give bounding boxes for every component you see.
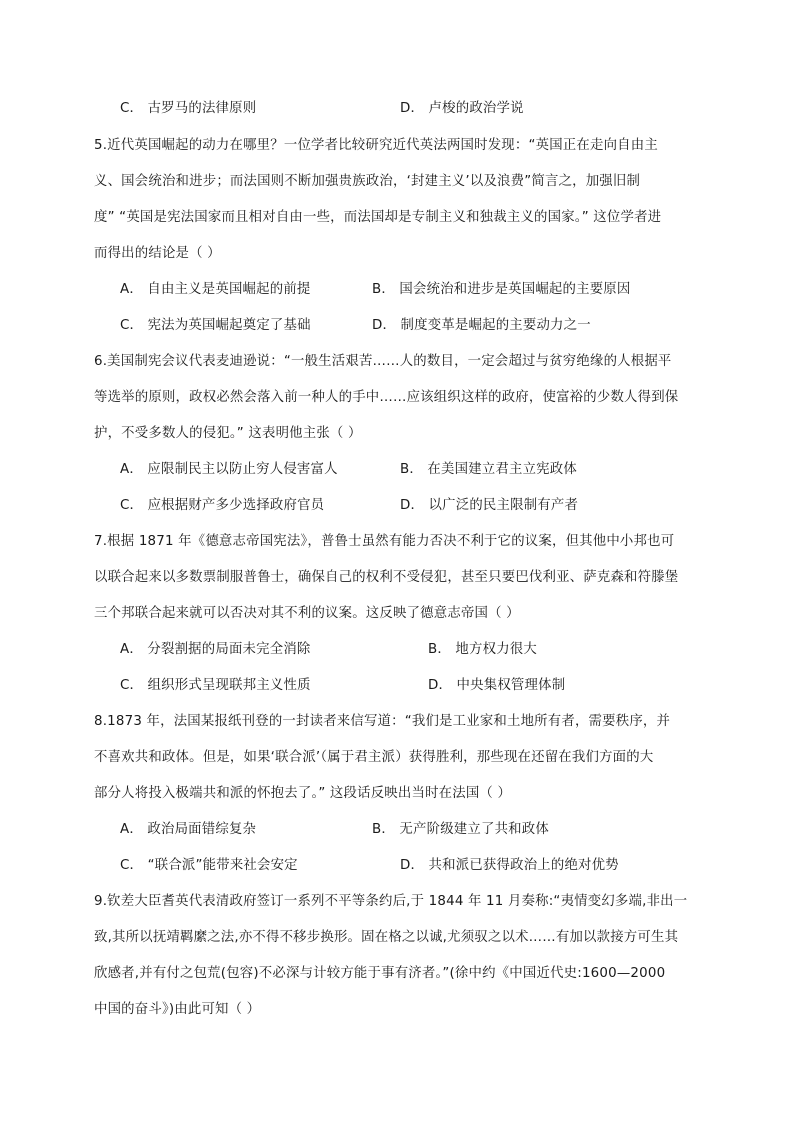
q6-stem-line-2: 等选举的原则，政权必然会落入前一种人的手中……应该组织这样的政府，使富裕的少数人得到保 xyxy=(94,390,679,405)
q8-stem-line-2: 不喜欢共和政体。但是，如果‘联合派’（属于君主派）获得胜利，那些现在还留在我们方面的大 xyxy=(94,750,654,765)
q8-stem-line-1: 8.1873 年，法国某报纸刊登的一封读者来信写道：“我们是工业家和土地所有者，需要秩序，并 xyxy=(94,714,671,729)
q9-stem-line-2: 致,其所以抚靖羁縻之法,亦不得不移步换形。固在格之以诚,尤须驭之以术……有加以款接方可生其 xyxy=(94,930,679,945)
q5-stem-line-2: 义、国会统治和进步；而法国则不断加强贵族政治，‘封建主义’以及浪费”简言之，加强旧制 xyxy=(94,174,641,189)
q6-option-c: C． 应根据财产多少选择政府官员 xyxy=(120,498,325,513)
q7-stem-line-3: 三个邦联合起来就可以否决对其不利的议案。这反映了德意志帝国（ ） xyxy=(94,606,520,621)
q7-stem-line-1: 7.根据 1871 年《德意志帝国宪法》，普鲁士虽然有能力否决不利于它的议案，但其他中小邦也可 xyxy=(94,534,675,549)
q5-option-b: B． 国会统治和进步是英国崛起的主要原因 xyxy=(372,282,631,297)
q7-option-a: A． 分裂割据的局面未完全消除 xyxy=(120,642,311,657)
q9-stem-line-4: 中国的奋斗》)由此可知（ ） xyxy=(94,1002,261,1017)
q8-stem-line-3: 部分人将投入极端共和派的怀抱去了。” 这段话反映出当时在法国（ ） xyxy=(94,786,512,801)
q5-option-d: D． 制度变革是崛起的主要动力之一 xyxy=(372,318,591,333)
q5-stem-line-1: 5.近代英国崛起的动力在哪里？一位学者比较研究近代英法两国时发现：“英国正在走向自由主 xyxy=(94,138,658,153)
q8-option-d: D． 共和派已获得政治上的绝对优势 xyxy=(400,858,619,873)
q7-option-b: B． 地方权力很大 xyxy=(428,642,537,657)
q9-stem-line-1: 9.钦差大臣耆英代表清政府签订一系列不平等条约后,于 1844 年 11 月奏称:“夷情变幻多端,非出一 xyxy=(94,894,688,909)
q6-stem-line-1: 6.美国制宪会议代表麦迪逊说：“一般生活艰苦……人的数目，一定会超过与贫穷绝缘的人根据平 xyxy=(94,354,672,369)
q6-stem-line-3: 护，不受多数人的侵犯。” 这表明他主张（ ） xyxy=(94,426,362,441)
q7-option-c: C． 组织形式呈现联邦主义性质 xyxy=(120,678,311,693)
q5-option-a: A． 自由主义是英国崛起的前提 xyxy=(120,282,311,297)
q7-option-d: D． 中央集权管理体制 xyxy=(428,678,566,693)
q4-option-c: C． 古罗马的法律原则 xyxy=(120,101,257,116)
q5-stem-line-4: 而得出的结论是（ ） xyxy=(94,246,221,261)
q6-option-a: A． 应限制民主以防止穷人侵害富人 xyxy=(120,462,338,477)
q5-option-c: C． 宪法为英国崛起奠定了基础 xyxy=(120,318,311,333)
q4-option-d: D． 卢梭的政治学说 xyxy=(400,101,524,116)
q5-stem-line-3: 度” “英国是宪法国家而且相对自由一些，而法国却是专制主义和独裁主义的国家。” 这位学者进 xyxy=(94,210,662,225)
q9-stem-line-3: 欣感者,并有付之包荒(包容)不必深与计较方能于事有济者。”(徐中约《中国近代史:1600—2000 xyxy=(94,966,666,981)
q6-option-b: B． 在美国建立君主立宪政体 xyxy=(400,462,577,477)
q8-option-a: A． 政治局面错综复杂 xyxy=(120,822,257,837)
q7-stem-line-2: 以联合起来以多数票制服普鲁士，确保自己的权利不受侵犯，甚至只要巴伐利亚、萨克森和符滕堡 xyxy=(94,570,679,585)
q6-option-d: D． 以广泛的民主限制有产者 xyxy=(400,498,579,513)
q8-option-c: C． “联合派”能带来社会安定 xyxy=(120,858,298,873)
q8-option-b: B． 无产阶级建立了共和政体 xyxy=(372,822,549,837)
